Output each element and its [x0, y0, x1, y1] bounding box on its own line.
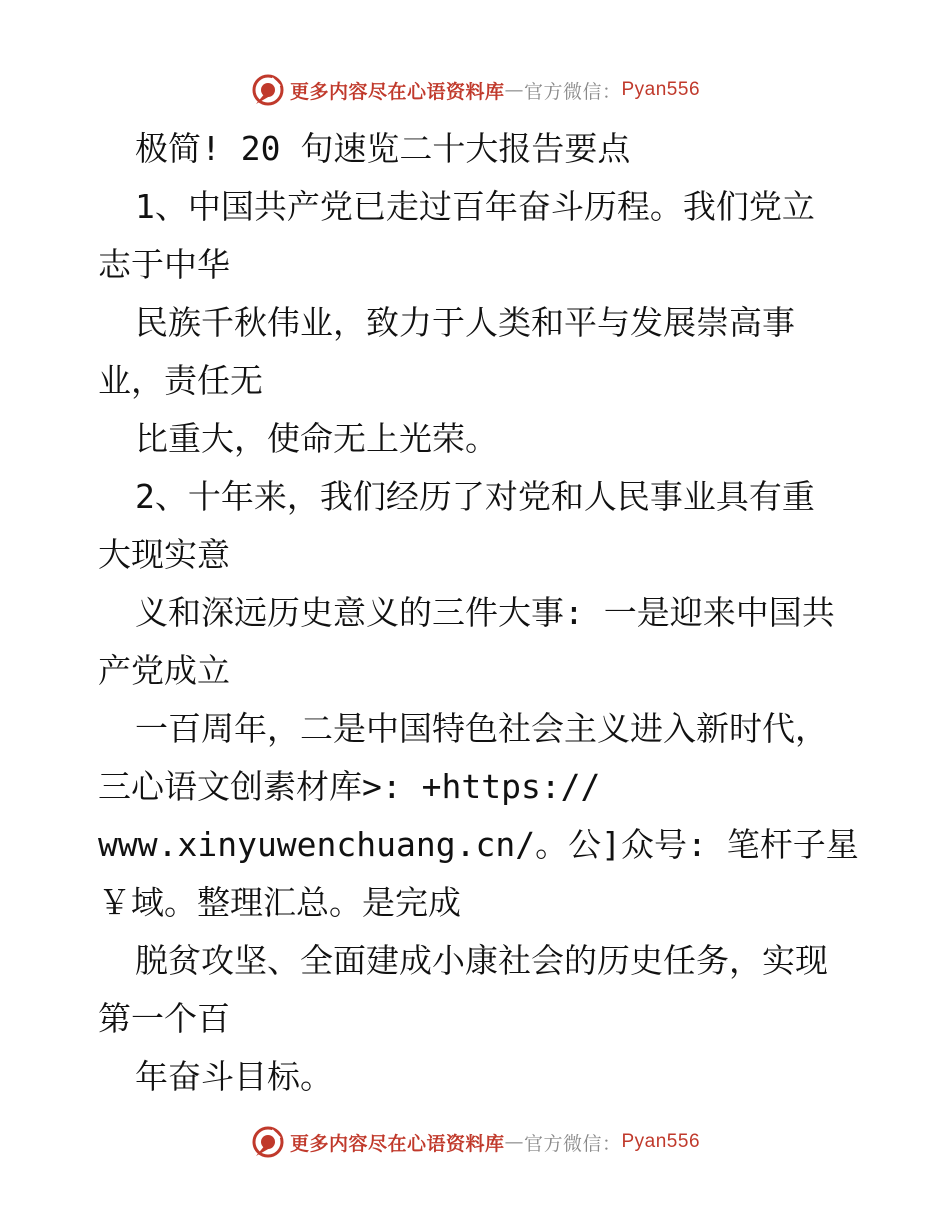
doc-line: 业，责任无	[98, 361, 263, 400]
doc-line: 一百周年，二是中国特色社会主义进入新时代，	[135, 709, 828, 748]
doc-line: 志于中华	[98, 245, 230, 284]
doc-line: 2、十年来，我们经历了对党和人民事业具有重	[135, 477, 815, 516]
doc-line: 产党成立	[98, 651, 230, 690]
header-watermark	[0, 70, 950, 110]
brand-title: 更多内容尽在心语资料库	[289, 80, 505, 103]
doc-line: 义和深远历史意义的三件大事: 一是迎来中国共	[135, 593, 835, 632]
doc-line: 第一个百	[98, 999, 230, 1038]
doc-line: 民族千秋伟业，致力于人类和平与发展崇高事	[135, 303, 795, 342]
brand-wechat-id: Pyan556	[621, 1131, 701, 1152]
brand-dash: —	[504, 79, 524, 101]
doc-line: 大现实意	[98, 535, 230, 574]
doc-line: ￥域。整理汇总。是完成	[98, 883, 461, 922]
brand-wechat-label: 官方微信：	[523, 1132, 622, 1155]
brand-wechat-id: Pyan556	[621, 79, 701, 100]
pen-logo-icon	[250, 72, 286, 108]
doc-title: 极简! 20 句速览二十大报告要点	[135, 129, 631, 168]
doc-line: www.xinyuwenchuang.cn/。公]众号: 笔杆子星	[98, 825, 859, 864]
doc-line: 三心语文创素材库>: +https://	[98, 767, 601, 806]
doc-line: 1、中国共产党已走过百年奋斗历程。我们党立	[135, 187, 815, 226]
doc-line: 比重大，使命无上光荣。	[135, 419, 498, 458]
brand-wechat-label: 官方微信：	[523, 80, 622, 103]
document-body	[98, 120, 878, 1106]
doc-line: 年奋斗目标。	[135, 1057, 333, 1096]
footer-watermark	[0, 1122, 950, 1162]
brand-title: 更多内容尽在心语资料库	[289, 1132, 505, 1155]
pen-logo-icon	[250, 1124, 286, 1160]
doc-line: 脱贫攻坚、全面建成小康社会的历史任务，实现	[135, 941, 828, 980]
brand-dash: —	[504, 1131, 524, 1153]
